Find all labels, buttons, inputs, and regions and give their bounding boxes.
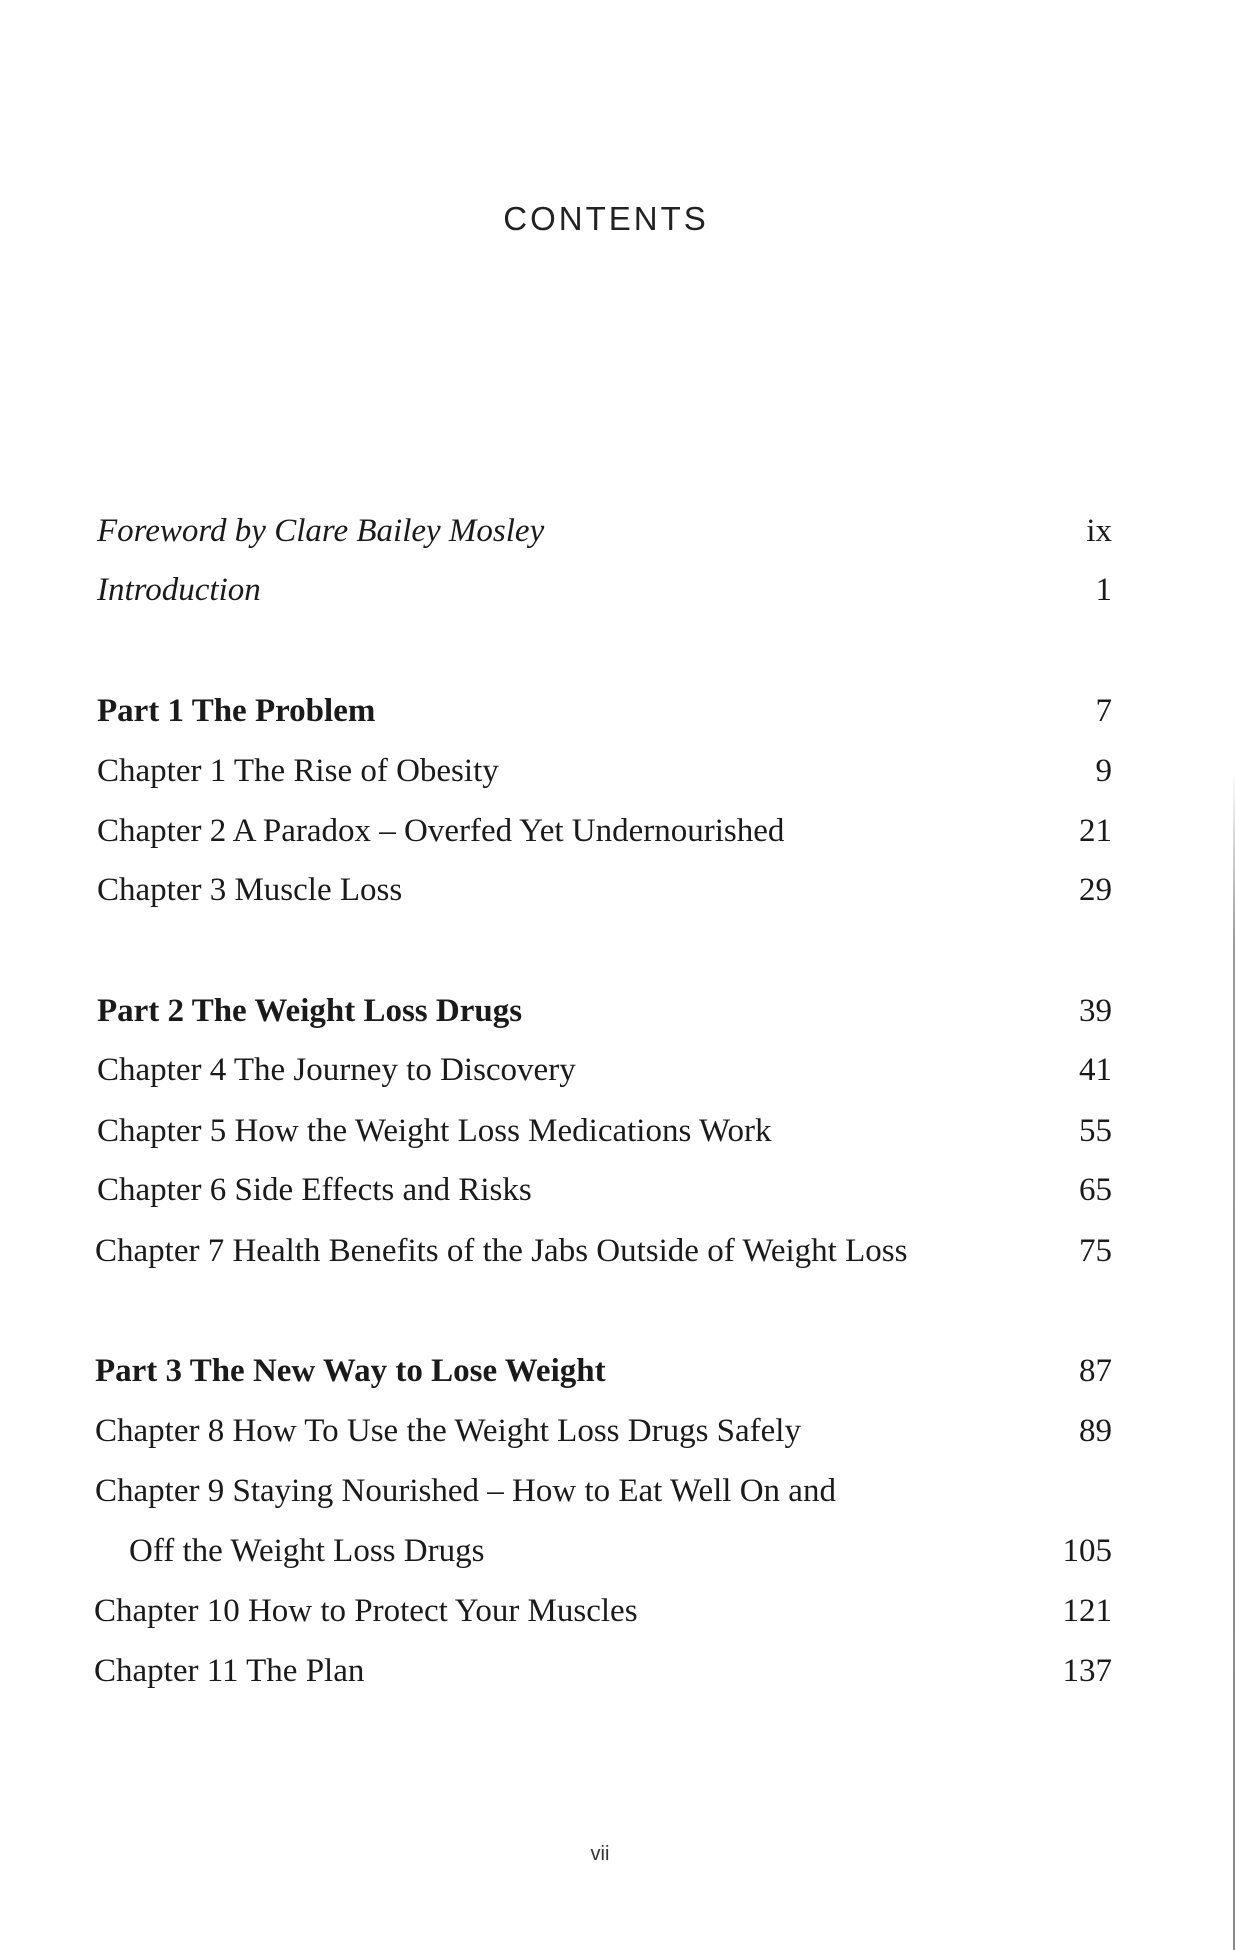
- page-edge-shadow: [1233, 770, 1235, 1950]
- entry-page: 87: [1079, 1352, 1112, 1389]
- toc-chapter-2: [97, 809, 1112, 853]
- entry-page: 55: [1079, 1112, 1112, 1149]
- entry-page: ix: [1086, 512, 1112, 549]
- toc-part-2: [97, 989, 1112, 1033]
- entry-label: Off the Weight Loss Drugs: [129, 1532, 485, 1569]
- entry-label: Chapter 8 How To Use the Weight Loss Drugs Safely: [95, 1412, 801, 1449]
- entry-page: 65: [1079, 1171, 1112, 1208]
- toc-part-3: [95, 1349, 1112, 1393]
- toc-chapter-7: [95, 1229, 1112, 1273]
- entry-page: 75: [1079, 1232, 1112, 1269]
- entry-page: 1: [1095, 571, 1112, 608]
- entry-page: 41: [1079, 1051, 1112, 1088]
- entry-page: 121: [1062, 1592, 1112, 1629]
- toc-chapter-9: [95, 1469, 1112, 1513]
- toc-chapter-9-continued: [95, 1529, 1112, 1573]
- toc-chapter-4: [97, 1048, 1112, 1092]
- entry-label: Chapter 5 How the Weight Loss Medications Work: [97, 1112, 772, 1149]
- entry-label: Introduction: [97, 571, 261, 608]
- toc-chapter-8: [95, 1409, 1112, 1453]
- page-number: vii: [590, 1843, 610, 1865]
- entry-label: Foreword by Clare Bailey Mosley: [97, 512, 545, 549]
- part-label: Part 3 The New Way to Lose Weight: [95, 1352, 606, 1389]
- entry-label: Chapter 6 Side Effects and Risks: [97, 1171, 532, 1208]
- entry-page: 137: [1062, 1652, 1112, 1689]
- entry-page: 89: [1079, 1412, 1112, 1449]
- part-label: Part 2 The Weight Loss Drugs: [97, 992, 523, 1029]
- toc-entry-foreword: [97, 509, 1112, 553]
- entry-page: 29: [1079, 871, 1112, 908]
- part-label: Part 1 The Problem: [97, 692, 376, 729]
- entry-label: Chapter 3 Muscle Loss: [97, 871, 403, 908]
- toc-part-1: [97, 689, 1112, 733]
- page-title: CONTENTS: [503, 200, 709, 237]
- toc-chapter-5: [97, 1109, 1112, 1153]
- toc-chapter-10: [94, 1589, 1112, 1633]
- entry-label: Chapter 2 A Paradox – Overfed Yet Undernourished: [97, 812, 785, 849]
- entry-label: Chapter 1 The Rise of Obesity: [97, 752, 499, 789]
- toc-chapter-6: [97, 1168, 1112, 1212]
- entry-page: 105: [1062, 1532, 1112, 1569]
- entry-label: Chapter 9 Staying Nourished – How to Eat Well On and: [95, 1472, 836, 1509]
- toc-entry-introduction: [97, 568, 1112, 612]
- entry-page: 9: [1095, 752, 1112, 789]
- entry-page: 21: [1079, 812, 1112, 849]
- toc-chapter-1: [97, 749, 1112, 793]
- toc-chapter-11: [94, 1649, 1112, 1693]
- entry-label: Chapter 10 How to Protect Your Muscles: [94, 1592, 638, 1629]
- entry-label: Chapter 7 Health Benefits of the Jabs Outside of Weight Loss: [95, 1232, 908, 1269]
- entry-page: 39: [1079, 992, 1112, 1029]
- entry-page: 7: [1095, 692, 1112, 729]
- entry-label: Chapter 4 The Journey to Discovery: [97, 1051, 576, 1088]
- entry-label: Chapter 11 The Plan: [94, 1652, 365, 1689]
- toc-chapter-3: [97, 868, 1112, 912]
